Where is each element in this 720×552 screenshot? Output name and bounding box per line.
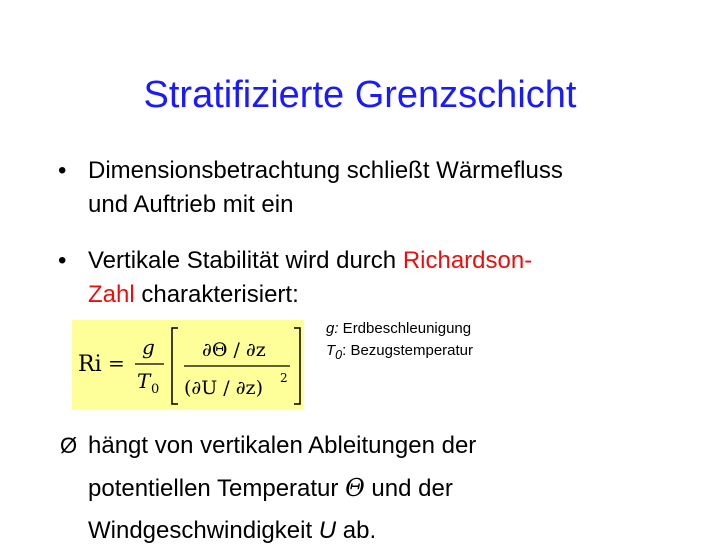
text-segment: potentiellen Temperatur bbox=[88, 475, 346, 502]
note-symbol: g: bbox=[326, 320, 339, 337]
formula-dtheta: ∂Θ / ∂z bbox=[202, 339, 266, 361]
richardson-highlight: Richardson- bbox=[402, 247, 533, 274]
formula-g: g bbox=[142, 335, 155, 359]
slide-title: Stratifizierte Grenzschicht bbox=[143, 74, 577, 116]
conclusion-text bbox=[88, 425, 698, 552]
bullet-marker: • bbox=[58, 157, 67, 184]
note-symbol: T bbox=[326, 342, 336, 359]
formula-t: T bbox=[137, 369, 151, 393]
bullet-marker: • bbox=[58, 247, 67, 274]
theta-symbol: Θ bbox=[345, 474, 365, 502]
text-segment: charakterisiert: bbox=[134, 281, 299, 308]
text-segment: Vertikale Stabilität wird durch bbox=[88, 247, 403, 274]
formula-notes bbox=[326, 318, 473, 366]
bullet-line bbox=[88, 244, 708, 278]
conclusion-line bbox=[88, 467, 698, 510]
arrow-marker-icon: Ø bbox=[60, 433, 78, 458]
conclusion-line bbox=[88, 510, 698, 552]
right-bracket bbox=[294, 328, 300, 404]
formula-du: (∂U / ∂z) bbox=[184, 377, 263, 399]
formula-svg bbox=[72, 320, 304, 410]
formula-lhs: Ri bbox=[78, 352, 102, 377]
bullet-text bbox=[88, 154, 708, 222]
conclusion-line: hängt von vertikalen Ableitungen der bbox=[88, 432, 477, 459]
bullet-line: und Auftrieb mit ein bbox=[88, 191, 294, 218]
note-text: Erdbeschleunigung bbox=[338, 320, 472, 337]
note-subscript: 0 bbox=[335, 348, 343, 362]
text-segment: ab. bbox=[336, 517, 377, 544]
text-segment: Windgeschwindigkeit bbox=[88, 517, 319, 544]
note-text: : Bezugstemperatur bbox=[342, 342, 474, 359]
left-bracket bbox=[172, 328, 178, 404]
formula-power: 2 bbox=[280, 371, 288, 385]
u-symbol: U bbox=[318, 517, 337, 544]
bullet-line bbox=[88, 278, 708, 312]
bullet-text bbox=[88, 244, 708, 312]
formula-t-sub: 0 bbox=[151, 382, 160, 397]
zahl-highlight: Zahl bbox=[88, 281, 135, 308]
richardson-formula bbox=[72, 320, 304, 410]
formula-equals: = bbox=[108, 351, 125, 375]
bullet-line: Dimensionsbetrachtung schließt Wärmefluss bbox=[88, 157, 563, 184]
text-segment: und der bbox=[364, 475, 453, 502]
note-reference-temperature bbox=[326, 340, 473, 366]
note-gravity bbox=[326, 318, 473, 340]
